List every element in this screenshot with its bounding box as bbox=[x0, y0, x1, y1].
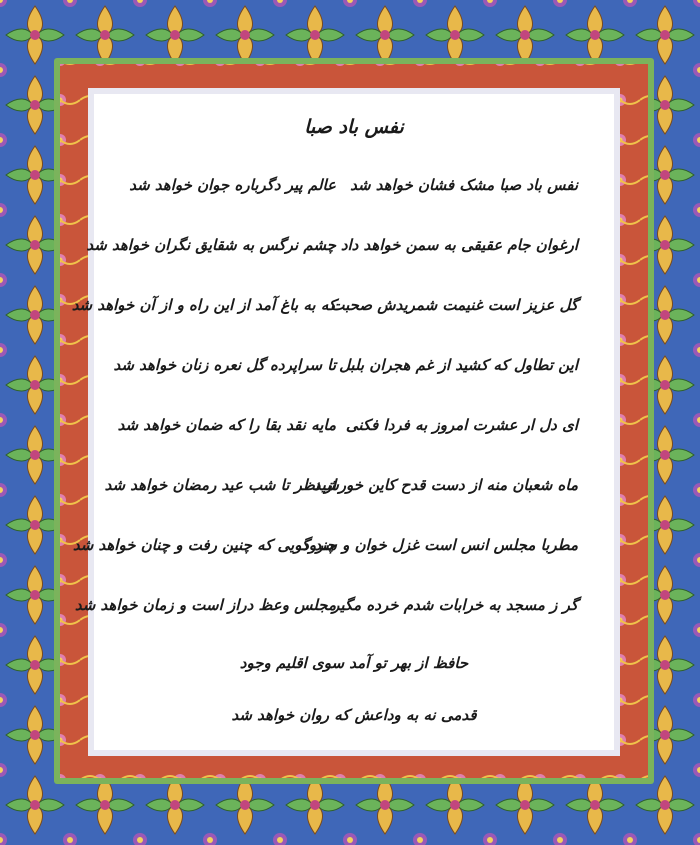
verse-4-first-hemistich: این تطاول که کشید از غم هجران بلبل bbox=[339, 356, 578, 374]
verse-1-second-hemistich: عالم پیر دگرباره جوان خواهد شد bbox=[129, 176, 336, 194]
closing-verse-second-line: قدمی نه به وداعش که روان خواهد شد bbox=[231, 706, 477, 724]
verse-6-first-hemistich: ماه شعبان منه از دست قدح کاین خورشید bbox=[313, 476, 578, 494]
verse-1-first-hemistich: نفس باد صبا مشک فشان خواهد شد bbox=[350, 176, 578, 194]
verse-3-first-hemistich: گل عزیز است غنیمت شمریدش صحبت bbox=[330, 296, 578, 314]
verse-4-second-hemistich: تا سراپرده گل نعره زنان خواهد شد bbox=[113, 356, 336, 374]
verse-8-second-hemistich: مجلس وعظ دراز است و زمان خواهد شد bbox=[74, 596, 336, 614]
verse-5-first-hemistich: ای دل ار عشرت امروز به فردا فکنی bbox=[345, 416, 578, 434]
verse-6-second-hemistich: از نظر تا شب عید رمضان خواهد شد bbox=[104, 476, 336, 494]
verse-3-second-hemistich: که به باغ آمد از این راه و از آن خواهد شد bbox=[71, 296, 336, 314]
verse-7-second-hemistich: چند گویی که چنین رفت و چنان خواهد شد bbox=[72, 536, 336, 554]
verse-5-second-hemistich: مایه نقد بقا را که ضمان خواهد شد bbox=[117, 416, 336, 434]
poem-page bbox=[71, 94, 614, 750]
closing-verse-first-line: حافظ از بهر تو آمد سوی اقلیم وجود bbox=[239, 654, 469, 672]
verse-7-first-hemistich: مطربا مجلس انس است غزل خوان و سرود bbox=[302, 536, 578, 554]
verse-2-first-hemistich: ارغوان جام عقیقی به سمن خواهد داد bbox=[340, 236, 578, 254]
poem-title: نفس باد صبا bbox=[304, 116, 404, 138]
verse-8-first-hemistich: گر ز مسجد به خرابات شدم خرده مگیر bbox=[332, 596, 578, 614]
verse-2-second-hemistich: چشم نرگس به شقایق نگران خواهد شد bbox=[86, 236, 336, 254]
